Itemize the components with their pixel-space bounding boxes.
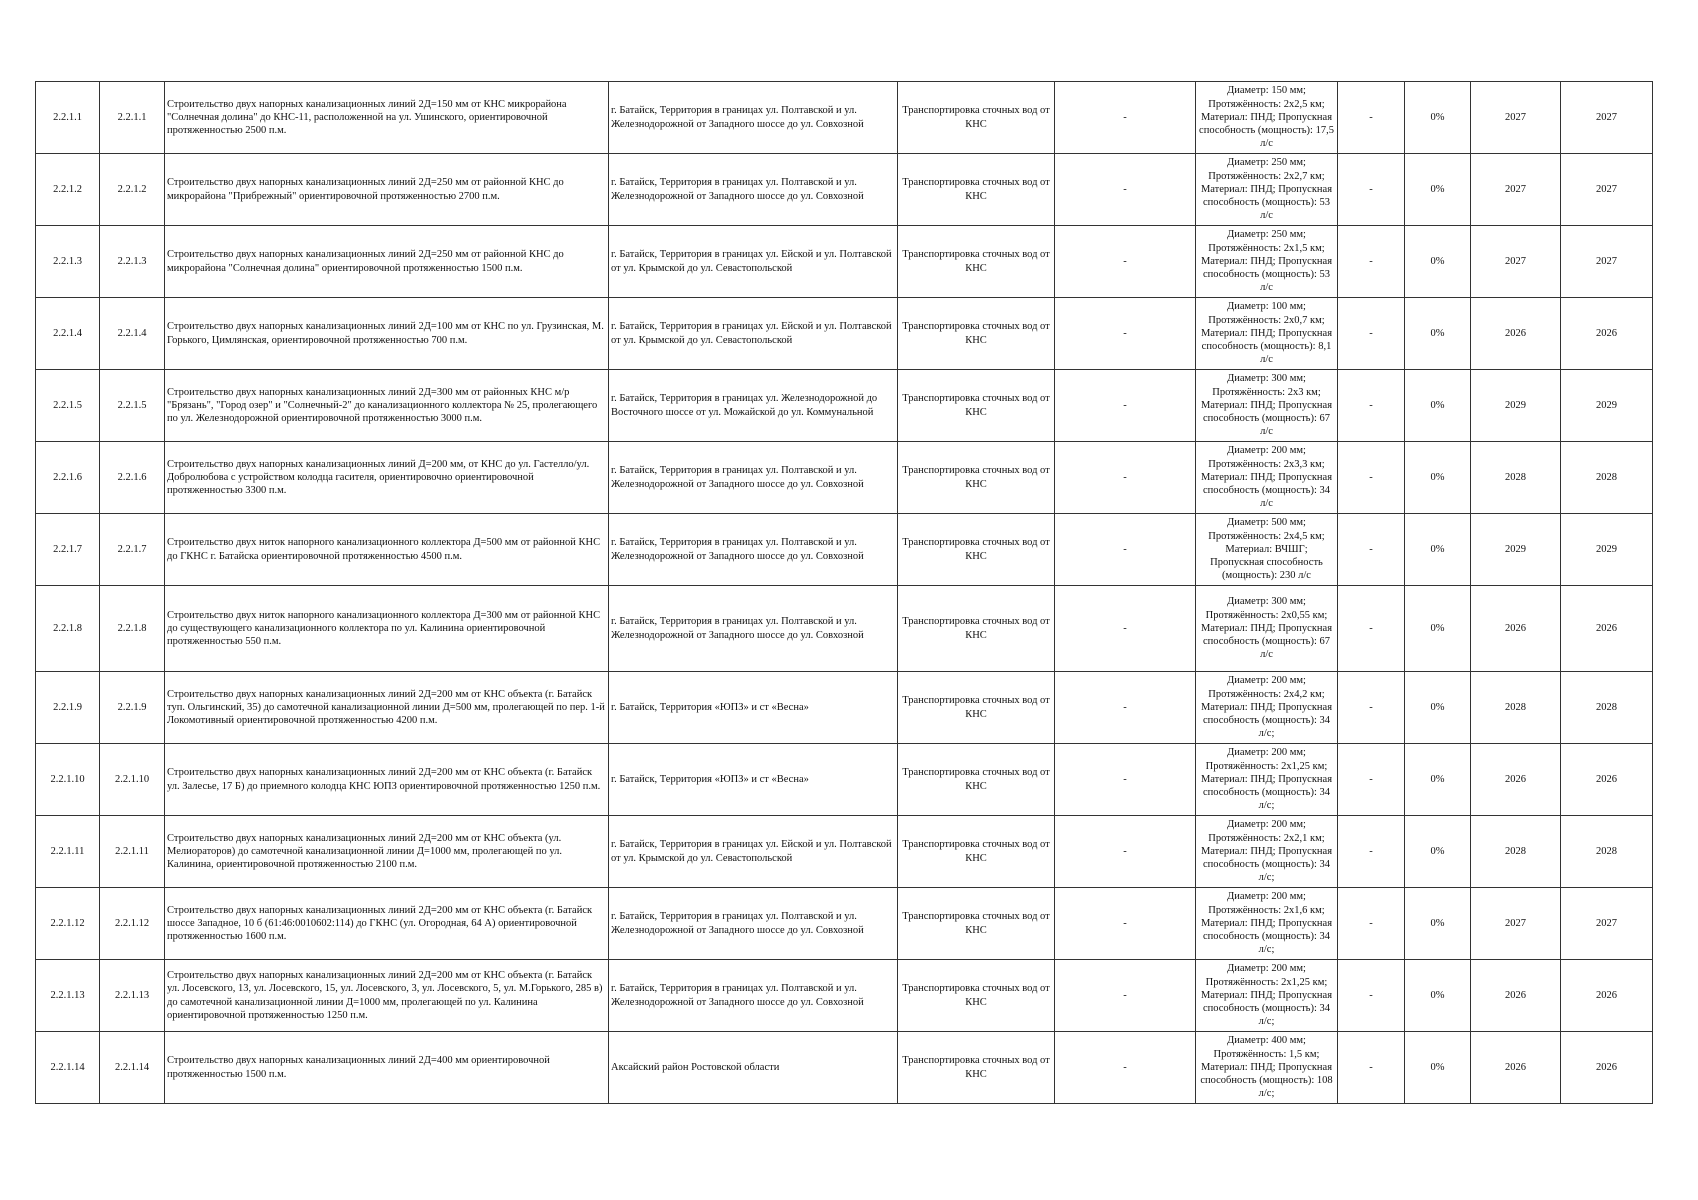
table-row bbox=[36, 1032, 1653, 1104]
item-number: 2.2.1.6 bbox=[100, 442, 165, 514]
table-row bbox=[36, 226, 1653, 298]
column-8-cell: - bbox=[1338, 370, 1405, 442]
parameters-cell: Диаметр: 500 мм; Протяжённость: 2х4,5 км; Материал: ВЧШГ; Пропускная способность (мощность): 230 л/с bbox=[1196, 514, 1338, 586]
column-6-cell: - bbox=[1055, 514, 1196, 586]
row-number: 2.2.1.5 bbox=[36, 370, 100, 442]
location-cell: Аксайский район Ростовской области bbox=[609, 1032, 898, 1104]
description-cell: Строительство двух напорных канализационных линий 2Д=150 мм от КНС микрорайона "Солнечная долина" до КНС-11, расположенной на ул. Ушинского, ориентировочной протяженностью 2500 п.м. bbox=[165, 82, 609, 154]
end-year-cell: 2026 bbox=[1561, 744, 1653, 816]
parameters-cell: Диаметр: 200 мм; Протяжённость: 2х3,3 км; Материал: ПНД; Пропускная способность (мощность): 34 л/с bbox=[1196, 442, 1338, 514]
description-cell: Строительство двух напорных канализационных линий Д=200 мм, от КНС до ул. Гастелло/ул. Добролюбова с устройством колодца гасителя, ориентировочно ориентировочной протяженностью 3300 п.м. bbox=[165, 442, 609, 514]
table-row bbox=[36, 744, 1653, 816]
column-8-cell: - bbox=[1338, 1032, 1405, 1104]
parameters-cell: Диаметр: 250 мм; Протяжённость: 2х1,5 км; Материал: ПНД; Пропускная способность (мощность): 53 л/с bbox=[1196, 226, 1338, 298]
end-year-cell: 2029 bbox=[1561, 514, 1653, 586]
progress-cell: 0% bbox=[1405, 442, 1471, 514]
end-year-cell: 2026 bbox=[1561, 1032, 1653, 1104]
purpose-cell: Транспортировка сточных вод от КНС bbox=[898, 226, 1055, 298]
purpose-cell: Транспортировка сточных вод от КНС bbox=[898, 672, 1055, 744]
item-number: 2.2.1.9 bbox=[100, 672, 165, 744]
table-row bbox=[36, 370, 1653, 442]
description-cell: Строительство двух напорных канализационных линий 2Д=200 мм от КНС объекта (г. Батайск ул. Залесье, 17 Б) до приемного колодца КНС ЮПЗ ориентировочной протяженностью 1250 п.м. bbox=[165, 744, 609, 816]
description-cell: Строительство двух напорных канализационных линий 2Д=200 мм от КНС объекта (ул. Мелиораторов) до самотечной канализационной линии Д=1000 мм, пролегающей по ул. Калинина, ориентировочной протяженностью 2100 п.м. bbox=[165, 816, 609, 888]
end-year-cell: 2028 bbox=[1561, 442, 1653, 514]
purpose-cell: Транспортировка сточных вод от КНС bbox=[898, 888, 1055, 960]
purpose-cell: Транспортировка сточных вод от КНС bbox=[898, 586, 1055, 672]
item-number: 2.2.1.8 bbox=[100, 586, 165, 672]
table-row bbox=[36, 298, 1653, 370]
table-row bbox=[36, 960, 1653, 1032]
parameters-cell: Диаметр: 200 мм; Протяжённость: 2х1,25 км; Материал: ПНД; Пропускная способность (мощность): 34 л/с; bbox=[1196, 744, 1338, 816]
location-cell: г. Батайск, Территория в границах ул. Полтавской и ул. Железнодорожной от Западного шоссе до ул. Совхозной bbox=[609, 154, 898, 226]
column-6-cell: - bbox=[1055, 154, 1196, 226]
table-row bbox=[36, 672, 1653, 744]
table-row bbox=[36, 82, 1653, 154]
start-year-cell: 2026 bbox=[1471, 298, 1561, 370]
column-8-cell: - bbox=[1338, 442, 1405, 514]
row-number: 2.2.1.11 bbox=[36, 816, 100, 888]
row-number: 2.2.1.13 bbox=[36, 960, 100, 1032]
table-row bbox=[36, 514, 1653, 586]
progress-cell: 0% bbox=[1405, 744, 1471, 816]
column-6-cell: - bbox=[1055, 888, 1196, 960]
column-8-cell: - bbox=[1338, 586, 1405, 672]
column-8-cell: - bbox=[1338, 672, 1405, 744]
item-number: 2.2.1.4 bbox=[100, 298, 165, 370]
progress-cell: 0% bbox=[1405, 154, 1471, 226]
start-year-cell: 2028 bbox=[1471, 672, 1561, 744]
progress-cell: 0% bbox=[1405, 816, 1471, 888]
purpose-cell: Транспортировка сточных вод от КНС bbox=[898, 370, 1055, 442]
column-8-cell: - bbox=[1338, 226, 1405, 298]
parameters-cell: Диаметр: 400 мм; Протяжённость: 1,5 км; Материал: ПНД; Пропускная способность (мощность): 108 л/с; bbox=[1196, 1032, 1338, 1104]
parameters-cell: Диаметр: 100 мм; Протяжённость: 2х0,7 км; Материал: ПНД; Пропускная способность (мощность): 8,1 л/с bbox=[1196, 298, 1338, 370]
row-number: 2.2.1.3 bbox=[36, 226, 100, 298]
description-cell: Строительство двух напорных канализационных линий 2Д=400 мм ориентировочной протяженностью 1500 п.м. bbox=[165, 1032, 609, 1104]
start-year-cell: 2027 bbox=[1471, 888, 1561, 960]
parameters-cell: Диаметр: 200 мм; Протяжённость: 2х2,1 км; Материал: ПНД; Пропускная способность (мощность): 34 л/с; bbox=[1196, 816, 1338, 888]
end-year-cell: 2026 bbox=[1561, 298, 1653, 370]
row-number: 2.2.1.7 bbox=[36, 514, 100, 586]
purpose-cell: Транспортировка сточных вод от КНС bbox=[898, 298, 1055, 370]
column-6-cell: - bbox=[1055, 442, 1196, 514]
row-number: 2.2.1.4 bbox=[36, 298, 100, 370]
location-cell: г. Батайск, Территория в границах ул. Полтавской и ул. Железнодорожной от Западного шоссе до ул. Совхозной bbox=[609, 442, 898, 514]
location-cell: г. Батайск, Территория в границах ул. Полтавской и ул. Железнодорожной от Западного шоссе до ул. Совхозной bbox=[609, 960, 898, 1032]
start-year-cell: 2026 bbox=[1471, 744, 1561, 816]
row-number: 2.2.1.9 bbox=[36, 672, 100, 744]
start-year-cell: 2028 bbox=[1471, 816, 1561, 888]
description-cell: Строительство двух напорных канализационных линий 2Д=200 мм от КНС объекта (г. Батайск туп. Ольгинский, 35) до самотечной канализационной линии Д=500 мм, пролегающей по пер. 1-й Локомотивный ориентировочной протяженностью 4200 п.м. bbox=[165, 672, 609, 744]
row-number: 2.2.1.1 bbox=[36, 82, 100, 154]
row-number: 2.2.1.8 bbox=[36, 586, 100, 672]
location-cell: г. Батайск, Территория в границах ул. Ейской и ул. Полтавской от ул. Крымской до ул. Севастопольской bbox=[609, 226, 898, 298]
location-cell: г. Батайск, Территория «ЮПЗ» и ст «Весна» bbox=[609, 744, 898, 816]
column-8-cell: - bbox=[1338, 888, 1405, 960]
item-number: 2.2.1.5 bbox=[100, 370, 165, 442]
column-8-cell: - bbox=[1338, 960, 1405, 1032]
table-row bbox=[36, 816, 1653, 888]
item-number: 2.2.1.11 bbox=[100, 816, 165, 888]
column-8-cell: - bbox=[1338, 298, 1405, 370]
location-cell: г. Батайск, Территория в границах ул. Ейской и ул. Полтавской от ул. Крымской до ул. Севастопольской bbox=[609, 816, 898, 888]
location-cell: г. Батайск, Территория «ЮПЗ» и ст «Весна» bbox=[609, 672, 898, 744]
purpose-cell: Транспортировка сточных вод от КНС bbox=[898, 960, 1055, 1032]
start-year-cell: 2027 bbox=[1471, 154, 1561, 226]
end-year-cell: 2026 bbox=[1561, 586, 1653, 672]
start-year-cell: 2026 bbox=[1471, 586, 1561, 672]
start-year-cell: 2029 bbox=[1471, 370, 1561, 442]
description-cell: Строительство двух напорных канализационных линий 2Д=200 мм от КНС объекта (г. Батайск ул. Лосевского, 13, ул. Лосевского, 15, ул. Лосевского, 3, ул. Лосевского, 5, ул. М.Горького, 285 в) до самотечной канализационной линии Д=1000 мм, пролегающей по ул. Калинина ориентировочной протяженностью 1250 п.м. bbox=[165, 960, 609, 1032]
progress-cell: 0% bbox=[1405, 1032, 1471, 1104]
description-cell: Строительство двух ниток напорного канализационного коллектора Д=500 мм от районной КНС до ГКНС г. Батайска ориентировочной протяженностью 4500 п.м. bbox=[165, 514, 609, 586]
purpose-cell: Транспортировка сточных вод от КНС bbox=[898, 816, 1055, 888]
table-body bbox=[36, 82, 1653, 1104]
parameters-cell: Диаметр: 300 мм; Протяжённость: 2х0,55 км; Материал: ПНД; Пропускная способность (мощность): 67 л/с bbox=[1196, 586, 1338, 672]
end-year-cell: 2029 bbox=[1561, 370, 1653, 442]
purpose-cell: Транспортировка сточных вод от КНС bbox=[898, 744, 1055, 816]
description-cell: Строительство двух напорных канализационных линий 2Д=200 мм от КНС объекта (г. Батайск шоссе Западное, 10 б (61:46:0010602:114) до ГКНС (ул. Огородная, 64 А) ориентировочной протяженностью 1600 п.м. bbox=[165, 888, 609, 960]
item-number: 2.2.1.1 bbox=[100, 82, 165, 154]
start-year-cell: 2029 bbox=[1471, 514, 1561, 586]
progress-cell: 0% bbox=[1405, 298, 1471, 370]
progress-cell: 0% bbox=[1405, 672, 1471, 744]
description-cell: Строительство двух напорных канализационных линий 2Д=300 мм от районных КНС м/р "Брязань", "Город озер" и "Солнечный-2" до канализационного коллектора № 25, пролегающего по ул. Железнодорожной ориентировочной протяженностью 3000 п.м. bbox=[165, 370, 609, 442]
column-8-cell: - bbox=[1338, 154, 1405, 226]
progress-cell: 0% bbox=[1405, 888, 1471, 960]
end-year-cell: 2027 bbox=[1561, 226, 1653, 298]
end-year-cell: 2027 bbox=[1561, 888, 1653, 960]
location-cell: г. Батайск, Территория в границах ул. Полтавской и ул. Железнодорожной от Западного шоссе до ул. Совхозной bbox=[609, 82, 898, 154]
end-year-cell: 2027 bbox=[1561, 82, 1653, 154]
description-cell: Строительство двух напорных канализационных линий 2Д=100 мм от КНС по ул. Грузинская, М. Горького, Цимлянская, ориентировочной протяженностью 700 п.м. bbox=[165, 298, 609, 370]
progress-cell: 0% bbox=[1405, 514, 1471, 586]
purpose-cell: Транспортировка сточных вод от КНС bbox=[898, 514, 1055, 586]
progress-cell: 0% bbox=[1405, 82, 1471, 154]
column-6-cell: - bbox=[1055, 960, 1196, 1032]
progress-cell: 0% bbox=[1405, 370, 1471, 442]
item-number: 2.2.1.13 bbox=[100, 960, 165, 1032]
parameters-cell: Диаметр: 250 мм; Протяжённость: 2х2,7 км; Материал: ПНД; Пропускная способность (мощность): 53 л/с bbox=[1196, 154, 1338, 226]
table-row bbox=[36, 888, 1653, 960]
start-year-cell: 2026 bbox=[1471, 960, 1561, 1032]
column-6-cell: - bbox=[1055, 672, 1196, 744]
column-6-cell: - bbox=[1055, 298, 1196, 370]
row-number: 2.2.1.6 bbox=[36, 442, 100, 514]
start-year-cell: 2028 bbox=[1471, 442, 1561, 514]
end-year-cell: 2028 bbox=[1561, 816, 1653, 888]
location-cell: г. Батайск, Территория в границах ул. Ейской и ул. Полтавской от ул. Крымской до ул. Севастопольской bbox=[609, 298, 898, 370]
location-cell: г. Батайск, Территория в границах ул. Железнодорожной до Восточного шоссе от ул. Можайской до ул. Коммунальной bbox=[609, 370, 898, 442]
column-6-cell: - bbox=[1055, 226, 1196, 298]
end-year-cell: 2026 bbox=[1561, 960, 1653, 1032]
item-number: 2.2.1.2 bbox=[100, 154, 165, 226]
progress-cell: 0% bbox=[1405, 960, 1471, 1032]
column-6-cell: - bbox=[1055, 744, 1196, 816]
projects-table bbox=[35, 81, 1653, 1104]
row-number: 2.2.1.2 bbox=[36, 154, 100, 226]
column-6-cell: - bbox=[1055, 816, 1196, 888]
column-8-cell: - bbox=[1338, 744, 1405, 816]
end-year-cell: 2027 bbox=[1561, 154, 1653, 226]
item-number: 2.2.1.3 bbox=[100, 226, 165, 298]
item-number: 2.2.1.14 bbox=[100, 1032, 165, 1104]
start-year-cell: 2027 bbox=[1471, 226, 1561, 298]
item-number: 2.2.1.10 bbox=[100, 744, 165, 816]
column-8-cell: - bbox=[1338, 816, 1405, 888]
purpose-cell: Транспортировка сточных вод от КНС bbox=[898, 154, 1055, 226]
column-6-cell: - bbox=[1055, 82, 1196, 154]
parameters-cell: Диаметр: 200 мм; Протяжённость: 2х1,25 км; Материал: ПНД; Пропускная способность (мощность): 34 л/с; bbox=[1196, 960, 1338, 1032]
parameters-cell: Диаметр: 200 мм; Протяжённость: 2х1,6 км; Материал: ПНД; Пропускная способность (мощность): 34 л/с; bbox=[1196, 888, 1338, 960]
item-number: 2.2.1.7 bbox=[100, 514, 165, 586]
end-year-cell: 2028 bbox=[1561, 672, 1653, 744]
column-6-cell: - bbox=[1055, 586, 1196, 672]
row-number: 2.2.1.14 bbox=[36, 1032, 100, 1104]
purpose-cell: Транспортировка сточных вод от КНС bbox=[898, 82, 1055, 154]
location-cell: г. Батайск, Территория в границах ул. Полтавской и ул. Железнодорожной от Западного шоссе до ул. Совхозной bbox=[609, 586, 898, 672]
purpose-cell: Транспортировка сточных вод от КНС bbox=[898, 442, 1055, 514]
location-cell: г. Батайск, Территория в границах ул. Полтавской и ул. Железнодорожной от Западного шоссе до ул. Совхозной bbox=[609, 514, 898, 586]
row-number: 2.2.1.12 bbox=[36, 888, 100, 960]
table-row bbox=[36, 154, 1653, 226]
column-8-cell: - bbox=[1338, 82, 1405, 154]
description-cell: Строительство двух ниток напорного канализационного коллектора Д=300 мм от районной КНС до существующего канализационного коллектора по ул. Калинина ориентировочной протяженностью 550 п.м. bbox=[165, 586, 609, 672]
start-year-cell: 2026 bbox=[1471, 1032, 1561, 1104]
description-cell: Строительство двух напорных канализационных линий 2Д=250 мм от районной КНС до микрорайона "Солнечная долина" ориентировочной протяженностью 1500 п.м. bbox=[165, 226, 609, 298]
column-8-cell: - bbox=[1338, 514, 1405, 586]
progress-cell: 0% bbox=[1405, 586, 1471, 672]
start-year-cell: 2027 bbox=[1471, 82, 1561, 154]
table-row bbox=[36, 442, 1653, 514]
column-6-cell: - bbox=[1055, 370, 1196, 442]
column-6-cell: - bbox=[1055, 1032, 1196, 1104]
table-row bbox=[36, 586, 1653, 672]
progress-cell: 0% bbox=[1405, 226, 1471, 298]
description-cell: Строительство двух напорных канализационных линий 2Д=250 мм от районной КНС до микрорайона "Прибрежный" ориентировочной протяженностью 2700 п.м. bbox=[165, 154, 609, 226]
parameters-cell: Диаметр: 200 мм; Протяжённость: 2х4,2 км; Материал: ПНД; Пропускная способность (мощность): 34 л/с; bbox=[1196, 672, 1338, 744]
parameters-cell: Диаметр: 150 мм; Протяжённость: 2х2,5 км; Материал: ПНД; Пропускная способность (мощность): 17,5 л/с bbox=[1196, 82, 1338, 154]
row-number: 2.2.1.10 bbox=[36, 744, 100, 816]
location-cell: г. Батайск, Территория в границах ул. Полтавской и ул. Железнодорожной от Западного шоссе до ул. Совхозной bbox=[609, 888, 898, 960]
purpose-cell: Транспортировка сточных вод от КНС bbox=[898, 1032, 1055, 1104]
parameters-cell: Диаметр: 300 мм; Протяжённость: 2х3 км; Материал: ПНД; Пропускная способность (мощность): 67 л/с bbox=[1196, 370, 1338, 442]
item-number: 2.2.1.12 bbox=[100, 888, 165, 960]
